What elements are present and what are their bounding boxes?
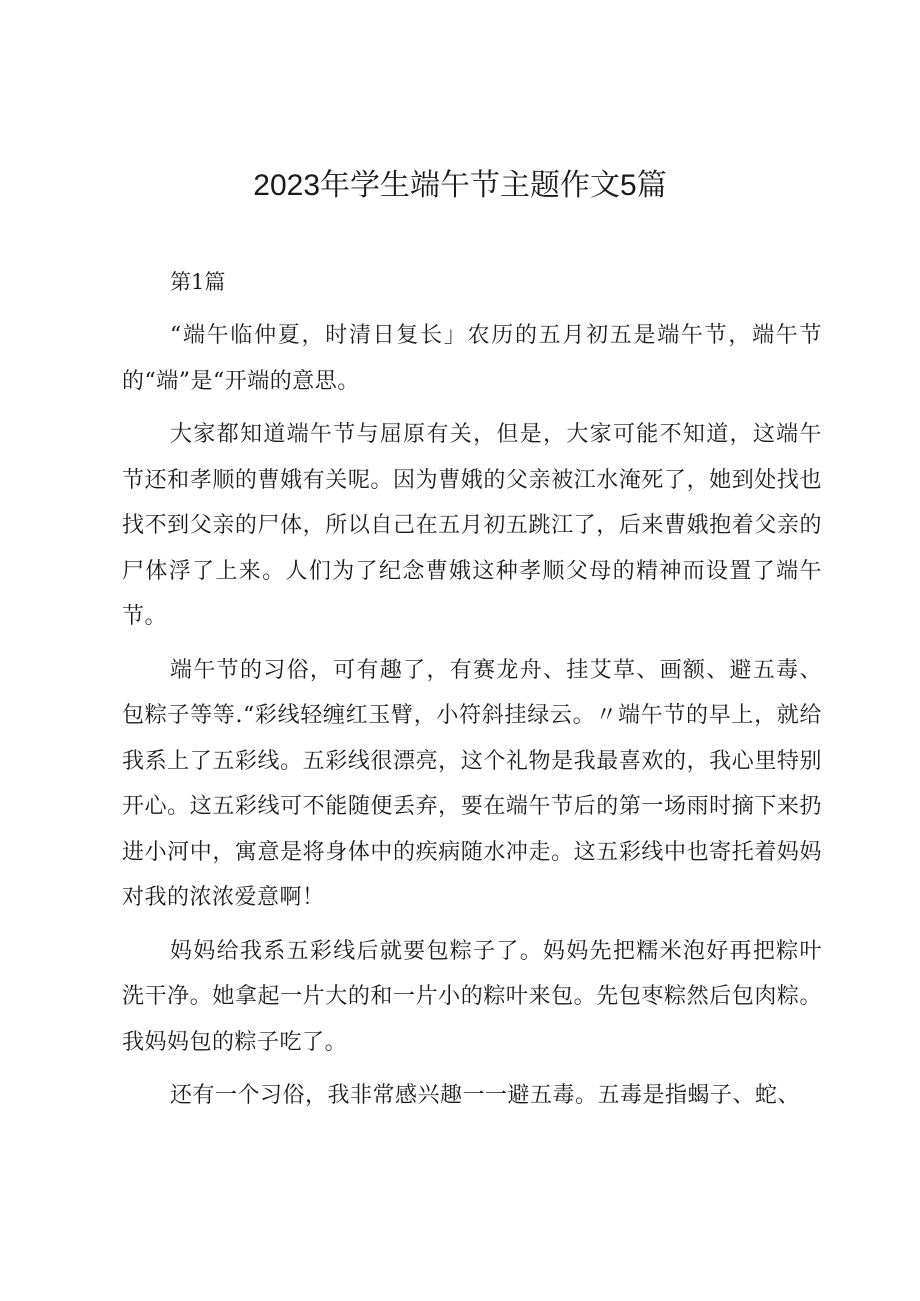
paragraph: 大家都知道端午节与屈原有关，但是，大家可能不知道，这端午节还和孝顺的曹娥有关呢。因为曹娥的父亲被江水淹死了，她到处找也找不到父亲的尸体，所以自己在五月初五跳江了，后来曹娥抱着父亲的尸体浮了上来。人们为了纪念曹娥这种孝顺父母的精神而设置了端午节。 xyxy=(122,422,822,629)
paragraph: “端午临仲夏，时清日复长」农历的五月初五是端午节，端午节的“端”是“开端的意思。 xyxy=(122,323,822,394)
document-body xyxy=(122,313,822,1127)
paragraph: 端午节的习俗，可有趣了，有赛龙舟、挂艾草、画额、避五毒、包粽子等等.“彩线轻缠红玉臂，小符斜挂绿云。〃端午节的早上，就给我系上了五彩线。五彩线很漂亮，这个礼物是我最喜欢的，我心里特别开心。这五彩线可不能随便丢弃，要在端午节后的第一场雨时摘下来扔进小河中，寓意是将身体中的疾病随水冲走。这五彩线中也寄托着妈妈对我的浓浓爱意啊！ xyxy=(122,657,822,910)
section-heading: 第1篇 xyxy=(170,270,226,294)
document-title: 2023年学生端午节主题作文5篇 xyxy=(253,169,667,202)
paragraph: 还有一个习俗，我非常感兴趣一一避五毒。五毒是指蝎子、蛇、 xyxy=(170,1083,801,1108)
paragraph: 妈妈给我系五彩线后就要包粽子了。妈妈先把糯米泡好再把粽叶洗干净。她拿起一片大的和一片小的粽叶来包。先包枣粽然后包肉粽。我妈妈包的粽子吃了。 xyxy=(122,938,822,1055)
